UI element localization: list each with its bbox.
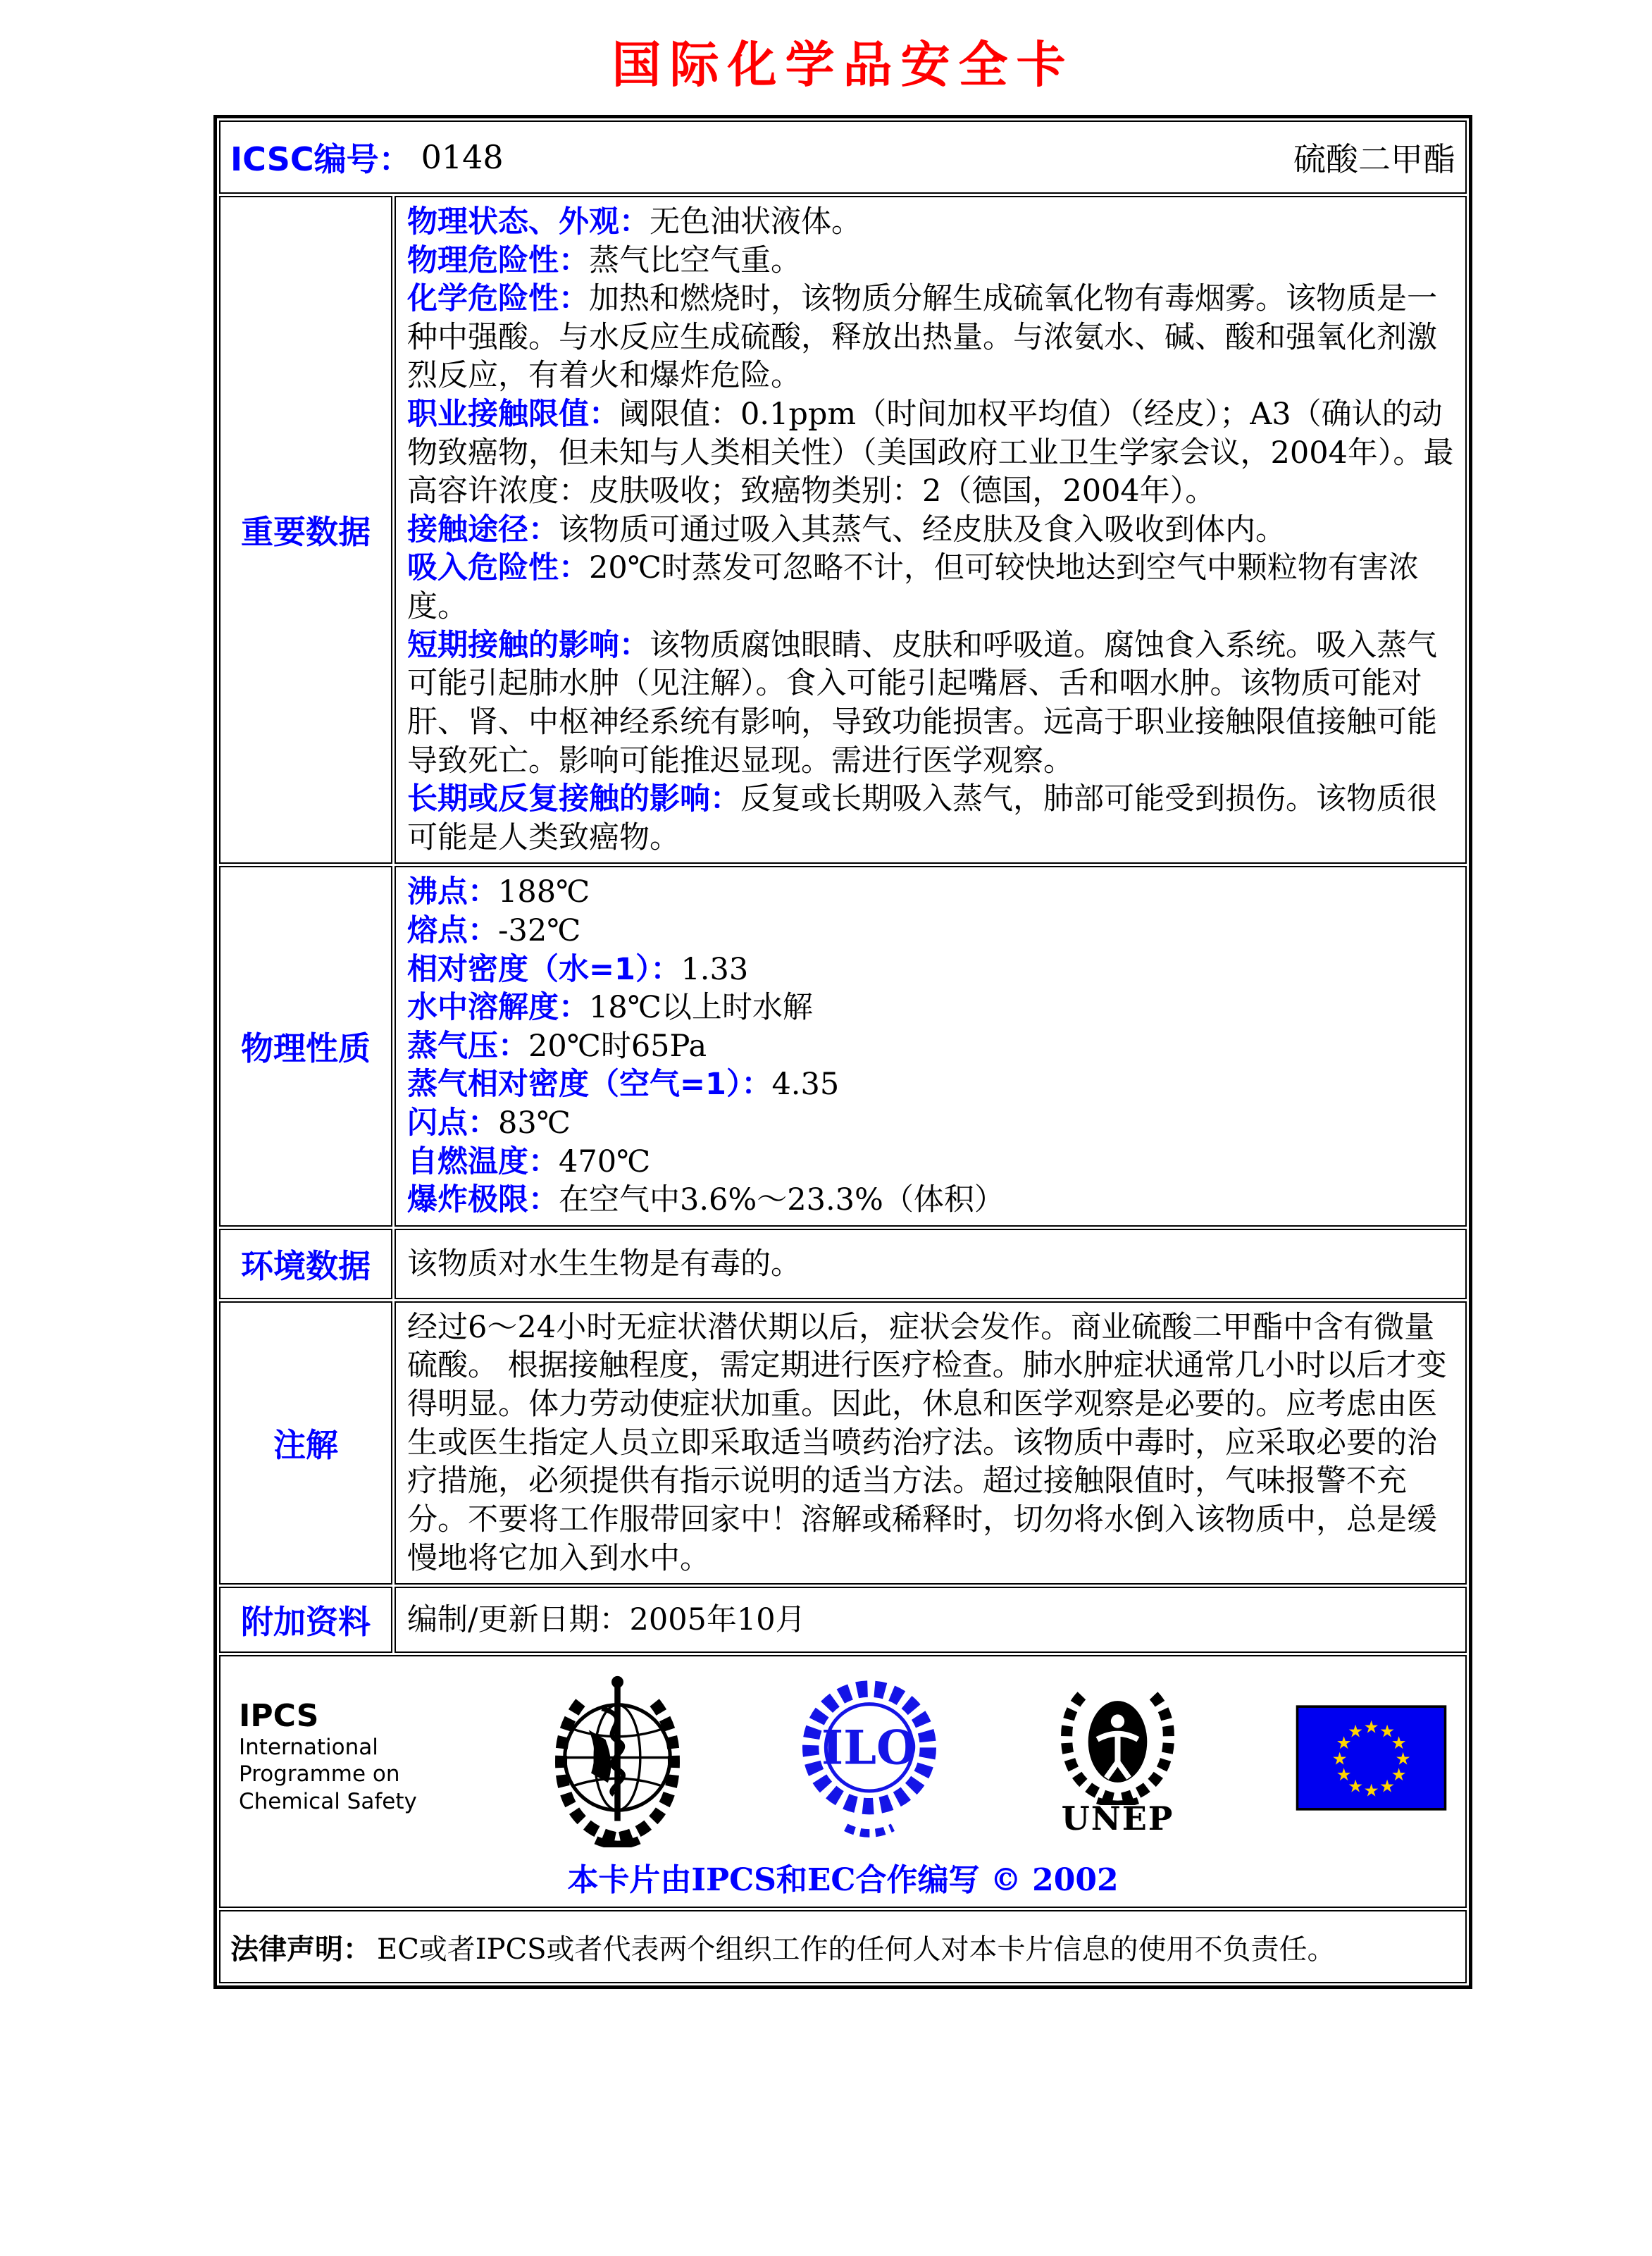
important-data-row (219, 196, 1467, 864)
additional-info-row (219, 1587, 1467, 1653)
property-label: 水中溶解度： (407, 990, 589, 1026)
header-row (219, 120, 1467, 194)
svg-text:★: ★ (1379, 1775, 1395, 1796)
ipcs-subtitle-line1: International (239, 1734, 378, 1760)
icsc-number-label: ICSC编号： (230, 140, 411, 178)
unep-logo-block (1049, 1678, 1186, 1837)
svg-text:★: ★ (1395, 1747, 1411, 1768)
property-label: 吸入危险性： (407, 550, 589, 586)
svg-text:★: ★ (1379, 1720, 1395, 1741)
eu-flag-icon (1296, 1705, 1447, 1811)
important-data-content (395, 196, 1467, 864)
section-label-environmental-data: 环境数据 (219, 1229, 392, 1299)
environmental-data-content (395, 1229, 1467, 1299)
property-value: 20℃时蒸发可忽略不计，但可较快地达到空气中颗粒物有害浓度。 (407, 550, 1419, 625)
property-entry (407, 1143, 1454, 1182)
property-value: 该物质腐蚀眼睛、皮肤和呼吸道。腐蚀食入系统。吸入蒸气可能引起肺水肿（见注解）。食入可能引起嘴唇、舌和咽水肿。该物质可能对肝、肾、中枢神经系统有影响，导致功能损害。远高于职业接触限值接触可能导致死亡。影响可能推迟显现。需进行医学观察。 (407, 627, 1437, 779)
icsc-card-table (213, 115, 1472, 1989)
who-logo-icon (545, 1668, 690, 1847)
property-label: 物理状态、外观： (407, 204, 650, 240)
physical-properties-row (219, 866, 1467, 1226)
svg-text:★: ★ (1336, 1764, 1352, 1785)
property-label: 化学危险性： (407, 281, 589, 317)
legal-text: EC或者IPCS或者代表两个组织工作的任何人对本卡片信息的使用不负责任。 (377, 1933, 1336, 1966)
unep-logo-icon (1049, 1678, 1186, 1805)
environmental-data-row (219, 1229, 1467, 1299)
credit-line: 本卡片由IPCS和EC合作编写 © 2002 (567, 1862, 1119, 1899)
svg-text:ILO: ILO (821, 1719, 918, 1775)
additional-info-content (395, 1587, 1467, 1653)
property-entry (407, 1104, 1454, 1143)
property-value: 蒸气比空气重。 (589, 242, 801, 278)
property-value: 20℃时65Pa (528, 1028, 707, 1064)
property-entry (407, 626, 1454, 780)
property-value: 188℃ (498, 874, 590, 910)
additional-info-text: 编制/更新日期：2005年10月 (407, 1601, 806, 1637)
legal-label: 法律声明： (230, 1933, 371, 1966)
icsc-number-value: 0148 (421, 138, 504, 176)
property-entry (407, 1065, 1454, 1104)
svg-text:★: ★ (1363, 1716, 1379, 1737)
logo-strip (239, 1668, 1447, 1847)
physical-properties-content (395, 866, 1467, 1226)
ipcs-subtitle-line2: Programme on (239, 1761, 400, 1787)
svg-text:★: ★ (1391, 1764, 1407, 1785)
section-label-additional-info: 附加资料 (219, 1587, 392, 1653)
svg-text:★: ★ (1348, 1775, 1363, 1796)
property-entry (407, 395, 1454, 511)
ipcs-block (239, 1699, 436, 1816)
property-label: 爆炸极限： (407, 1182, 559, 1218)
property-entry (407, 950, 1454, 989)
section-label-notes: 注解 (219, 1301, 392, 1585)
property-value: -32℃ (498, 912, 581, 948)
property-label: 相对密度（水=1）： (407, 951, 681, 987)
property-value: 4.35 (771, 1067, 840, 1103)
property-value: 反复或长期吸入蒸气，肺部可能受到损伤。该物质很可能是人类致癌物。 (407, 781, 1437, 855)
property-value: 无色油状液体。 (650, 204, 862, 240)
property-value: 在空气中3.6%～23.3%（体积） (559, 1182, 1005, 1218)
property-entry (407, 242, 1454, 280)
property-entry (407, 873, 1454, 912)
legal-row (219, 1910, 1467, 1983)
property-entry (407, 1181, 1454, 1220)
header-cell (219, 120, 1467, 194)
svg-text:★: ★ (1348, 1720, 1363, 1741)
ipcs-subtitle-line3: Chemical Safety (239, 1789, 417, 1815)
property-label: 接触途径： (407, 512, 559, 547)
svg-text:★: ★ (1363, 1779, 1379, 1800)
property-entry (407, 780, 1454, 857)
chemical-name: 硫酸二甲酯 (1293, 140, 1455, 178)
property-label: 沸点： (407, 874, 498, 910)
property-entry (407, 203, 1454, 242)
notes-text: 经过6～24小时无症状潜伏期以后，症状会发作。商业硫酸二甲酯中含有微量硫酸。 根据接触程度，需定期进行医疗检查。肺水肿症状通常几小时以后才变得明显。体力劳动使症状加重。因此，休息和医学观察是必要的。应考虑由医生或医生指定人员立即采取适当喷药治疗法。该物质中毒时，应采取必要的治疗措施，必须提供有指示说明的适当方法。超过接触限值时，气味报警不充分。不要将工作服带回家中！溶解或稀释时，切勿将水倒入该物质中，总是缓慢地将它加入到水中。 (407, 1309, 1447, 1576)
property-label: 闪点： (407, 1105, 498, 1141)
notes-content (395, 1301, 1467, 1585)
property-value: 18℃以上时水解 (589, 990, 813, 1026)
property-value: 该物质可通过吸入其蒸气、经皮肤及食入吸收到体内。 (559, 512, 1286, 547)
notes-row (219, 1301, 1467, 1585)
property-value: 阈限值：0.1ppm（时间加权平均值）（经皮）；A3（确认的动物致癌物，但未知与人类相关性）（美国政府工业卫生学家会议，2004年）。最高容许浓度：皮肤吸收；致癌物类别：2（德国，2004年）。 (407, 397, 1454, 509)
property-label: 熔点： (407, 912, 498, 948)
section-label-physical-properties: 物理性质 (219, 866, 392, 1226)
property-entry (407, 1027, 1454, 1066)
property-entry (407, 988, 1454, 1027)
property-label: 短期接触的影响： (407, 627, 650, 663)
property-value: 470℃ (559, 1144, 651, 1179)
footer-cell (219, 1655, 1467, 1908)
property-label: 自燃温度： (407, 1144, 559, 1179)
section-label-important-data: 重要数据 (219, 196, 392, 864)
property-label: 职业接触限值： (407, 397, 619, 433)
property-label: 物理危险性： (407, 242, 589, 278)
property-entry (407, 912, 1454, 950)
property-value: 加热和燃烧时，该物质分解生成硫氧化物有毒烟雾。该物质是一种中强酸。与水反应生成硫酸，释放出热量。与浓氨水、碱、酸和强氧化剂激烈反应，有着火和爆炸危险。 (407, 281, 1437, 394)
unep-wordmark: UNEP (1061, 1799, 1174, 1837)
environmental-data-text: 该物质对水生生物是有毒的。 (407, 1246, 801, 1282)
property-entry (407, 549, 1454, 626)
footer-row (219, 1655, 1467, 1908)
property-value: 1.33 (681, 951, 749, 987)
svg-text:★: ★ (1331, 1747, 1348, 1768)
property-value: 83℃ (498, 1105, 571, 1141)
ipcs-title: IPCS (239, 1698, 319, 1735)
property-label: 蒸气压： (407, 1028, 528, 1064)
property-entry (407, 280, 1454, 395)
property-label: 蒸气相对密度（空气=1）： (407, 1067, 772, 1103)
ilo-logo-icon (799, 1671, 940, 1844)
property-label: 长期或反复接触的影响： (407, 781, 740, 817)
legal-cell (219, 1910, 1467, 1983)
page-title: 国际化学品安全卡 (611, 35, 1074, 94)
svg-text:★: ★ (1336, 1732, 1352, 1753)
svg-text:★: ★ (1391, 1732, 1407, 1753)
property-entry (407, 511, 1454, 550)
